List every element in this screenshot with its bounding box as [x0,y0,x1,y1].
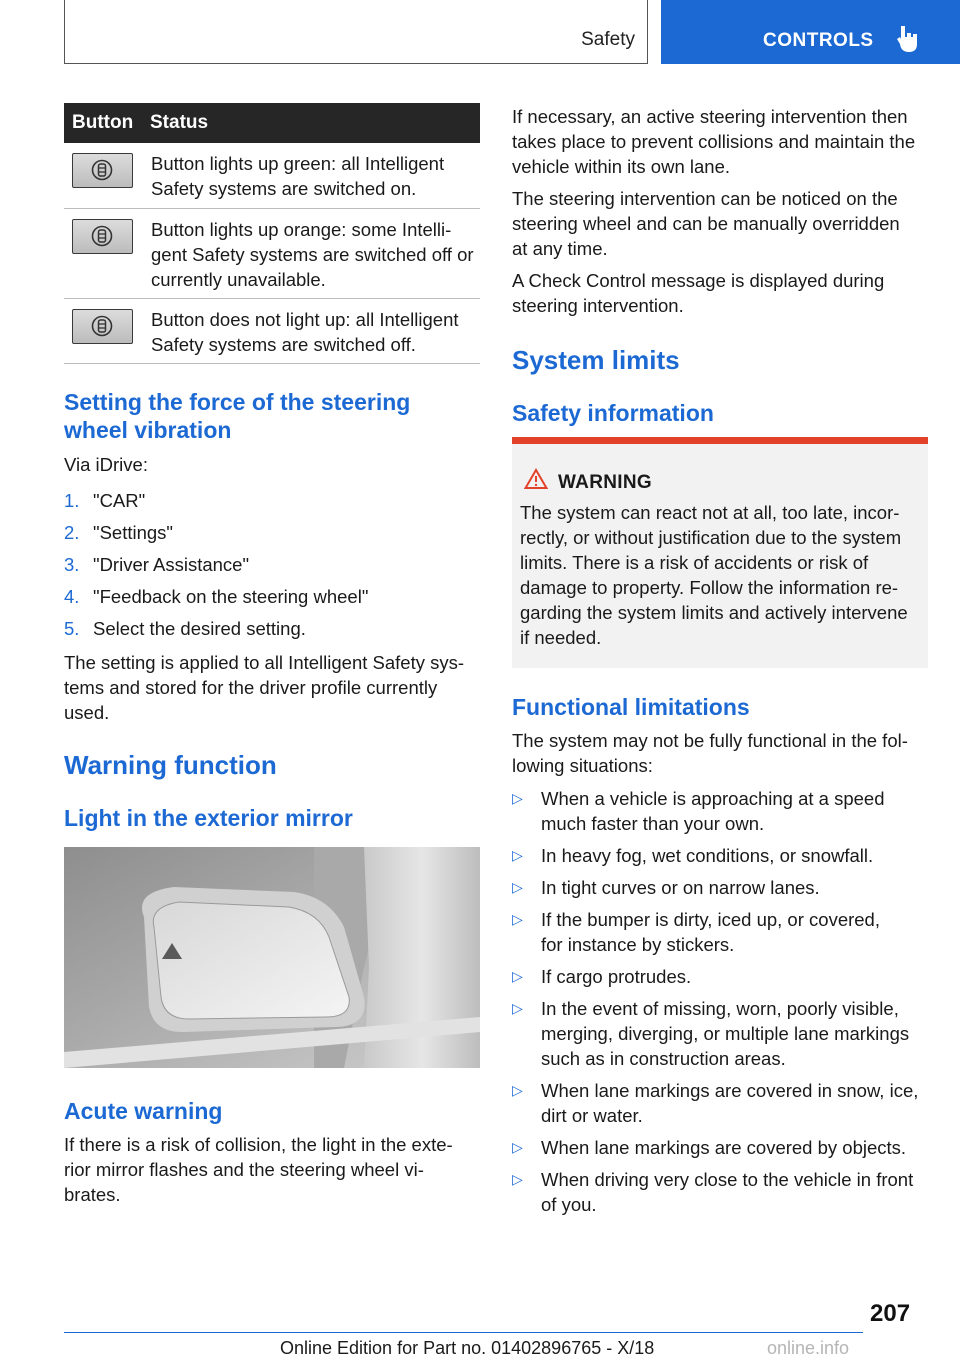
heading-acute-warning: Acute warning [64,1098,223,1124]
heading-steering-vibration: Setting the force of the steering wheel vibration [64,389,411,443]
heading-light-mirror: Light in the exterior mirror [64,805,353,831]
check-control-paragraph: A Check Control message is displayed during steering intervention. [512,270,885,316]
status-text: Button lights up green: all Intelligent Safety systems are switched on. [151,153,445,199]
header-chapter-tab [661,0,960,64]
warning-title: WARNING [558,472,652,493]
bullet-triangle-icon: ▷ [512,1000,523,1016]
list-item: ▷ In tight curves or on narrow lanes. [512,877,820,898]
intelligent-safety-button-icon [72,219,133,254]
list-item: ▷ If cargo protrudes. [512,966,692,987]
status-text: Button lights up orange: some Intelli-gent Safety systems are switched off or currently unavailable. [151,219,474,290]
list-item: 2. "Settings" [64,522,173,543]
bullet-triangle-icon: ▷ [512,1171,523,1187]
bullet-triangle-icon: ▷ [512,790,523,806]
heading-system-limits: System limits [512,345,680,375]
bullet-triangle-icon: ▷ [512,1082,523,1098]
list-item: ▷ When a vehicle is approaching at a speed much faster than your own. [512,788,885,834]
bullet-triangle-icon: ▷ [512,1139,523,1155]
col-header-status: Status [150,112,209,133]
footer-divider [64,1332,863,1333]
bullet-triangle-icon: ▷ [512,879,523,895]
table-row [64,209,480,299]
header-chapter-title: CONTROLS [763,30,874,51]
table-header [64,103,480,143]
list-item: 1. "CAR" [64,490,146,511]
table-row [64,299,480,364]
limitations-list [512,786,932,1217]
footer-edition: Online Edition for Part no. 01402896765 - X/18 [280,1338,655,1358]
list-item: ▷ When lane markings are covered in snow, ice, dirt or water. [512,1080,919,1126]
list-item: ▷ In the event of missing, worn, poorly visible, merging, diverging, or multiple lane markings such as in construction areas. [512,998,910,1069]
bullet-triangle-icon: ▷ [512,911,523,927]
intelligent-safety-button-icon [72,309,133,344]
list-item: 5. Select the desired setting. [64,618,306,639]
intelligent-safety-button-icon [72,153,133,188]
setting-applied-paragraph: The setting is applied to all Intelligent Safety sys- tems and stored for the driver profile currently used. [64,652,465,723]
col-header-button: Button [72,112,134,133]
warning-triangle-icon [524,468,548,490]
header-section-title: Safety [581,29,635,50]
heading-warning-function: Warning function [64,750,277,780]
via-idrive: Via iDrive: [64,454,148,475]
list-item: 4. "Feedback on the steering wheel" [64,586,369,607]
intervention-paragraph: If necessary, an active steering intervention then takes place to prevent collisions and maintain the vehicle within its own lane. [512,106,916,177]
list-item: ▷ If the bumper is dirty, iced up, or covered, for instance by stickers. [512,909,880,955]
list-item: ▷ When driving very close to the vehicle in front of you. [512,1169,914,1215]
footer-watermark: online.info [767,1338,850,1358]
header-section-box [64,0,648,64]
table-row [64,143,480,209]
warning-text: The system can react not at all, too late, incor- rectly, or without justification due to the system limits. There is a risk of accidents or risk of damage to property. Follow the information re- garding the system limits and actively intervene if needed. [520,502,908,648]
list-item: 3. "Driver Assistance" [64,554,250,575]
list-item: ▷ When lane markings are covered by objects. [512,1137,907,1158]
list-item: ▷ In heavy fog, wet conditions, or snowfall. [512,845,874,866]
bullet-triangle-icon: ▷ [512,968,523,984]
status-text: Button does not light up: all Intelligent Safety systems are switched off. [151,309,459,355]
warning-box [512,437,928,668]
notice-paragraph: The steering intervention can be noticed on the steering wheel and can be manually overridden at any time. [512,188,900,259]
steps-list [64,488,480,641]
functional-intro: The system may not be fully functional in the fol- lowing situations: [512,730,908,776]
heading-safety-information: Safety information [512,400,714,426]
button-status-table [64,103,480,364]
acute-warning-paragraph: If there is a risk of collision, the light in the exte- rior mirror flashes and the steering wheel vi- brates. [64,1134,453,1205]
page-number: 207 [870,1300,911,1327]
pointing-hand-icon [895,24,921,54]
exterior-mirror-illustration [64,847,480,1068]
heading-functional-limitations: Functional limitations [512,694,750,720]
bullet-triangle-icon: ▷ [512,847,523,863]
